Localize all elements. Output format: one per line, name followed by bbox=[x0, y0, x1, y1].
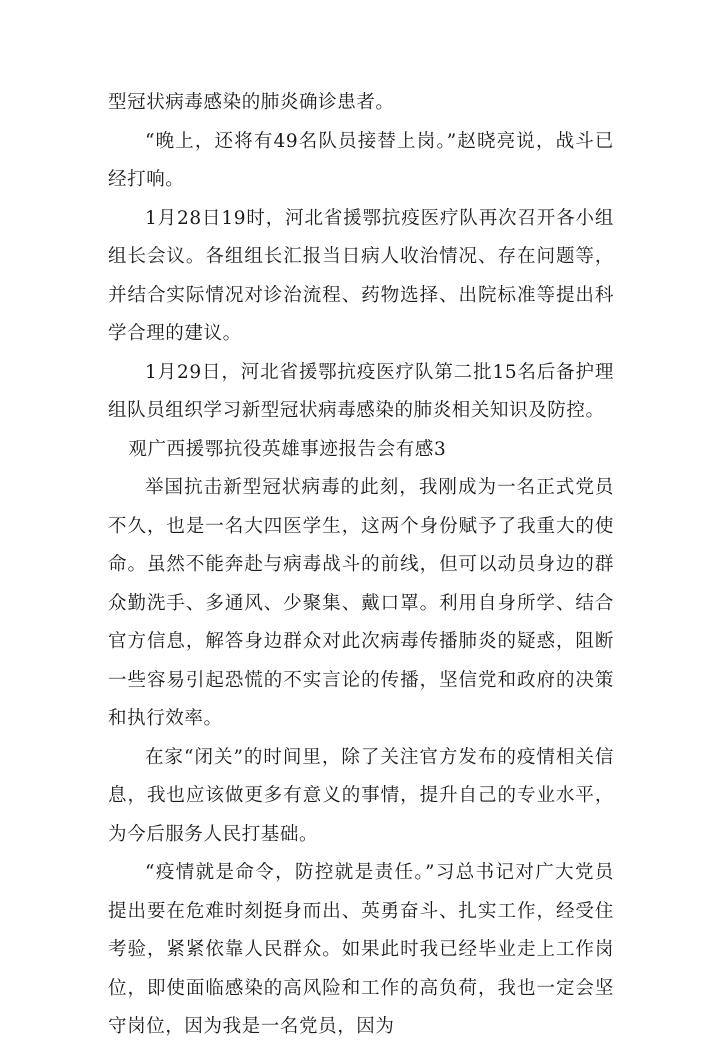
paragraph-jan-29: 1月29日，河北省援鄂抗疫医疗队第二批15名后备护理组队员组织学习新型冠状病毒感染的肺炎相关知识及防控。 bbox=[108, 361, 614, 421]
document-body bbox=[108, 84, 614, 1047]
paragraph-jan-28: 1月28日19时，河北省援鄂抗疫医疗队再次召开各小组组长会议。各组组长汇报当日病人收治情况、存在问题等，并结合实际情况对诊治流程、药物选择、出院标准等提出科学合理的建议。 bbox=[108, 207, 614, 344]
paragraph-epidemic-order: “疫情就是命令，防控就是责任。”习总书记对广大党员提出要在危难时刻挺身而出、英勇奋斗、扎实工作，经受住考验，紧紧依靠人民群众。如果此时我已经毕业走上工作岗位，即使面临感染的高风险和工作的高负荷，我也一定会坚守岗位，因为我是一名党员，因为 bbox=[108, 862, 614, 1037]
paragraph-party-member: 举国抗击新型冠状病毒的此刻，我刚成为一名正式党员不久，也是一名大四医学生，这两个身份赋予了我重大的使命。虽然不能奔赴与病毒战斗的前线，但可以动员身边的群众勤洗手、多通风、少聚集、戴口罩。利用自身所学、结合官方信息，解答身边群众对此次病毒传播肺炎的疑惑，阻断一些容易引起恐慌的不实言论的传播，坚信党和政府的决策和执行效率。 bbox=[108, 477, 614, 729]
section-heading: 观广西援鄂抗役英雄事迹报告会有感3 bbox=[128, 438, 447, 460]
paragraph-at-home: 在家“闭关”的时间里，除了关注官方发布的疫情相关信息，我也应该做更多有意义的事情，提升自己的专业水平，为今后服务人民打基础。 bbox=[108, 746, 614, 845]
paragraph-quote-evening: “晚上，还将有49名队员接替上岗。”赵晓亮说，战斗已经打响。 bbox=[108, 130, 614, 190]
paragraph-continuation: 型冠状病毒感染的肺炎确诊患者。 bbox=[108, 92, 395, 113]
